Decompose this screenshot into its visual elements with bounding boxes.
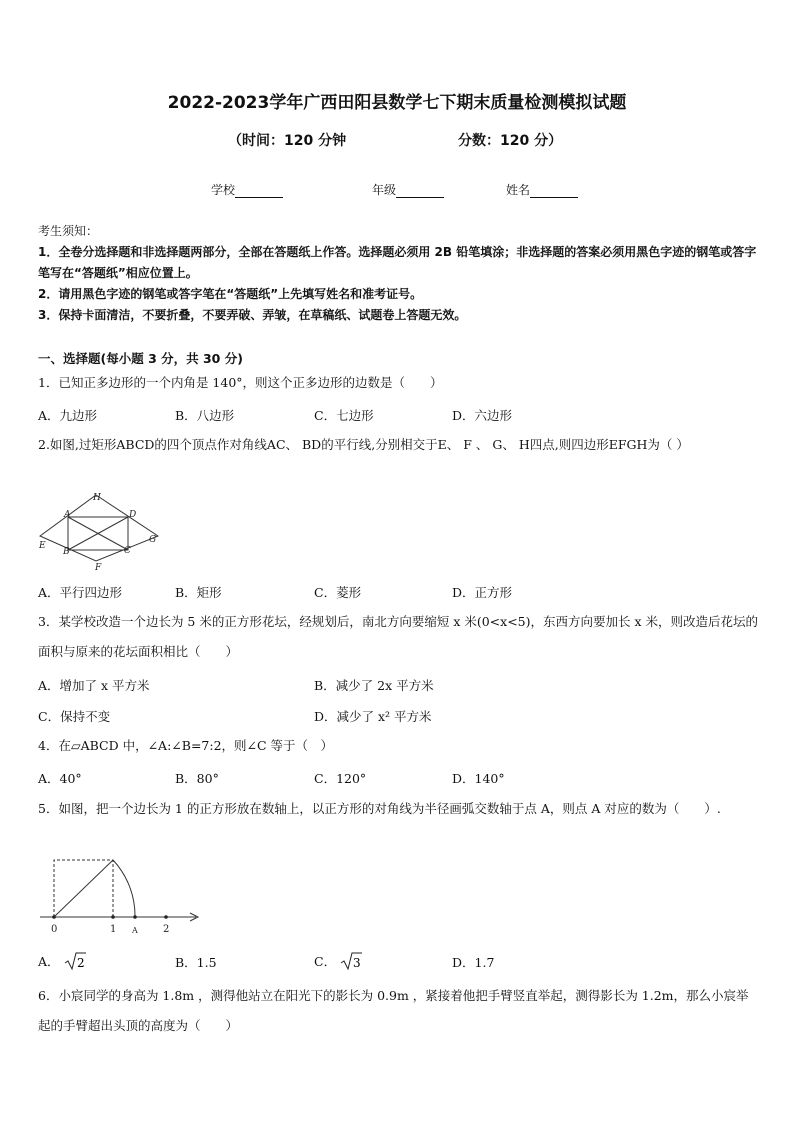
label-f: F: [95, 563, 102, 573]
sqrt-icon: [64, 951, 86, 971]
question-5-stem: 5．如图，把一个边长为 1 的正方形放在数轴上，以正方形的对角线为半径画弧交数轴于点 A，则点 A 对应的数为（ ）.: [38, 801, 721, 816]
axis-label-a: A: [132, 926, 138, 935]
q2-rectangle-figure: [36, 490, 166, 573]
name-field: [506, 181, 578, 198]
grade-field: [372, 181, 444, 198]
q1-option-d[interactable]: D．六边形: [452, 408, 513, 423]
question-6-stem: 6．小宸同学的身高为 1.8m ，测得他站立在阳光下的影长为 0.9m ，紧接着他把手臂竖直举起，测得影长为 1.2m，那么小宸举起的手臂超出头顶的高度为（ ）: [38, 988, 749, 1033]
q1-option-c[interactable]: C．七边形: [314, 408, 374, 423]
school-field: [211, 181, 283, 198]
note-3: 3．保持卡面清洁，不要折叠，不要弄破、弄皱，在草稿纸、试题卷上答题无效。: [38, 308, 467, 322]
section-heading: 一、选择题(每小题 3 分，共 30 分): [38, 351, 243, 366]
q1-option-b[interactable]: B．八边形: [175, 408, 235, 423]
label-c: C: [124, 546, 131, 556]
point-a: [133, 915, 137, 919]
q4-option-c[interactable]: C．120°: [314, 771, 367, 786]
q3-option-d[interactable]: D．减少了 x² 平方米: [314, 709, 432, 724]
question-1-stem: 1．已知正多边形的一个内角是 140°，则这个正多边形的边数是（ ）: [38, 375, 443, 390]
arc: [113, 860, 135, 917]
q5-number-line-figure: [38, 852, 203, 936]
axis-label-1: 1: [110, 924, 117, 935]
name-blank[interactable]: [530, 185, 578, 198]
q2-option-c[interactable]: C．菱形: [314, 585, 362, 600]
question-4-stem: 4．在▱ABCD 中，∠A:∠B=7:2，则∠C 等于（ ）: [38, 738, 334, 753]
label-a: A: [64, 510, 71, 520]
q4-option-a[interactable]: A．40°: [38, 771, 82, 786]
school-label: 学校: [211, 183, 236, 197]
note-1: 1．全卷分选择题和非选择题两部分，全部在答题纸上作答。选择题必须用 2B 铅笔填涂；非选择题的答案必须用黑色字迹的钢笔或答字笔写在“答题纸”相应位置上。: [38, 245, 757, 280]
axis-label-2: 2: [163, 924, 170, 935]
exam-time: （时间：120 分钟: [228, 133, 347, 149]
school-blank[interactable]: [235, 185, 283, 198]
q2-option-b[interactable]: B．矩形: [175, 585, 222, 600]
quad-efgh: [40, 495, 158, 561]
q5-option-a[interactable]: A． 2: [38, 951, 86, 971]
radicand-2: 2: [76, 956, 85, 970]
label-d: D: [129, 510, 137, 520]
q1-option-a[interactable]: A．九边形: [38, 408, 98, 423]
q4-option-d[interactable]: D．140°: [452, 771, 505, 786]
radicand-3: 3: [353, 956, 361, 970]
label-e: E: [39, 541, 46, 551]
label-b: B: [63, 547, 70, 557]
q3-option-b[interactable]: B．减少了 2x 平方米: [314, 678, 434, 693]
q2-option-d[interactable]: D．正方形: [452, 585, 513, 600]
sqrt-icon: [340, 951, 362, 971]
grade-label: 年级: [372, 183, 397, 197]
question-2-stem: 2.如图,过矩形ABCD的四个顶点作对角线AC、 BD的平行线,分别相交于E、 F 、 G、 H四点,则四边形EFGH为（ ）: [38, 437, 689, 452]
q3-option-c[interactable]: C．保持不变: [38, 709, 111, 724]
label-h: H: [93, 493, 101, 503]
exam-score: 分数：120 分）: [458, 133, 563, 149]
square-diagonal: [54, 860, 113, 917]
point-2: [164, 915, 168, 919]
page-title: 2022-2023学年广西田阳县数学七下期末质量检测模拟试题: [167, 93, 627, 113]
q2-option-a[interactable]: A．平行四边形: [38, 585, 123, 600]
q4-option-b[interactable]: B．80°: [175, 771, 219, 786]
label-g: G: [149, 535, 157, 545]
axis-label-0: 0: [51, 924, 58, 935]
point-1: [111, 915, 115, 919]
q5-option-d[interactable]: D．1.7: [452, 955, 495, 970]
note-2: 2．请用黑色字迹的钢笔或答字笔在“答题纸”上先填写姓名和准考证号。: [38, 287, 423, 301]
q3-option-a[interactable]: A．增加了 x 平方米: [38, 678, 150, 693]
name-label: 姓名: [506, 183, 531, 197]
question-3-stem: 3．某学校改造一个边长为 5 米的正方形花坛，经规划后，南北方向要缩短 x 米(0<x<5)，东西方向要加长 x 米，则改造后花坛的面积与原来的花坛面积相比（ ）: [38, 614, 759, 659]
grade-blank[interactable]: [396, 185, 444, 198]
q5-option-b[interactable]: B．1.5: [175, 955, 217, 970]
q5-option-c[interactable]: C． 3: [314, 951, 362, 971]
notes-heading: 考生须知：: [38, 224, 99, 238]
point-0: [52, 915, 56, 919]
